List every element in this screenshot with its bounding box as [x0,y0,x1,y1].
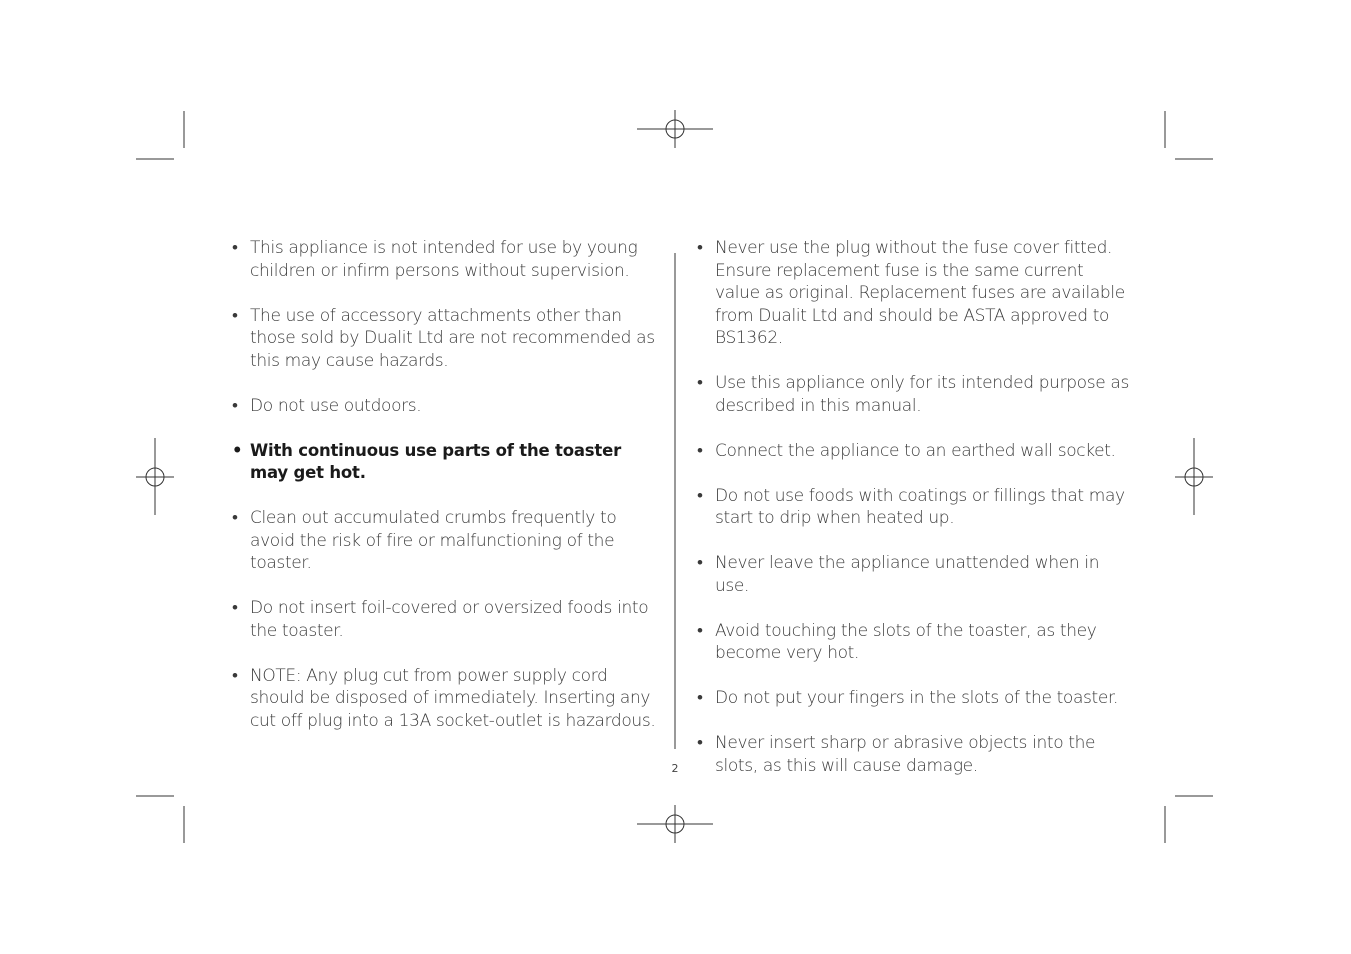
safety-instruction: • Do not use outdoors. [232,395,662,418]
registration-mark-left [136,438,174,515]
safety-instruction: • Do not put your fingers in the slots of the toaster. [697,687,1132,710]
page-number: 2 [671,762,679,775]
safety-instruction: • Do not use foods with coatings or fillings that may start to drip when heated up. [697,485,1132,530]
safety-instruction: • Avoid touching the slots of the toaster, as they become very hot. [697,620,1132,665]
registration-mark-bottom [637,805,713,843]
safety-instruction: • The use of accessory attachments other than those sold by Dualit Ltd are not recommended as this may cause hazards. [232,305,662,373]
registration-mark-right [1175,438,1213,515]
safety-instruction: • Use this appliance only for its intended purpose as described in this manual. [697,372,1132,417]
safety-instruction: • This appliance is not intended for use by young children or infirm persons without supervision. [232,237,662,282]
safety-instruction: • Never leave the appliance unattended when in use. [697,552,1132,597]
right-safety-list [697,237,1132,800]
safety-instruction: • NOTE: Any plug cut from power supply cord should be disposed of immediately. Inserting any cut off plug into a 13A socket-outlet is hazardous. [232,665,662,733]
registration-mark-top [637,110,713,148]
safety-instruction: • Do not insert foil-covered or oversized foods into the toaster. [232,597,662,642]
safety-instruction: • Never use the plug without the fuse cover fitted. Ensure replacement fuse is the same current value as original. Replacement fuses are available from Dualit Ltd and should be ASTA approved to BS1362. [697,237,1132,350]
left-safety-list [232,237,662,755]
safety-instruction: • Clean out accumulated crumbs frequently to avoid the risk of fire or malfunctioning of the toaster. [232,507,662,575]
safety-instruction: • Connect the appliance to an earthed wall socket. [697,440,1132,463]
safety-instruction: • Never insert sharp or abrasive objects into the slots, as this will cause damage. [697,732,1132,777]
safety-instruction: • With continuous use parts of the toaster may get hot. [232,440,662,485]
